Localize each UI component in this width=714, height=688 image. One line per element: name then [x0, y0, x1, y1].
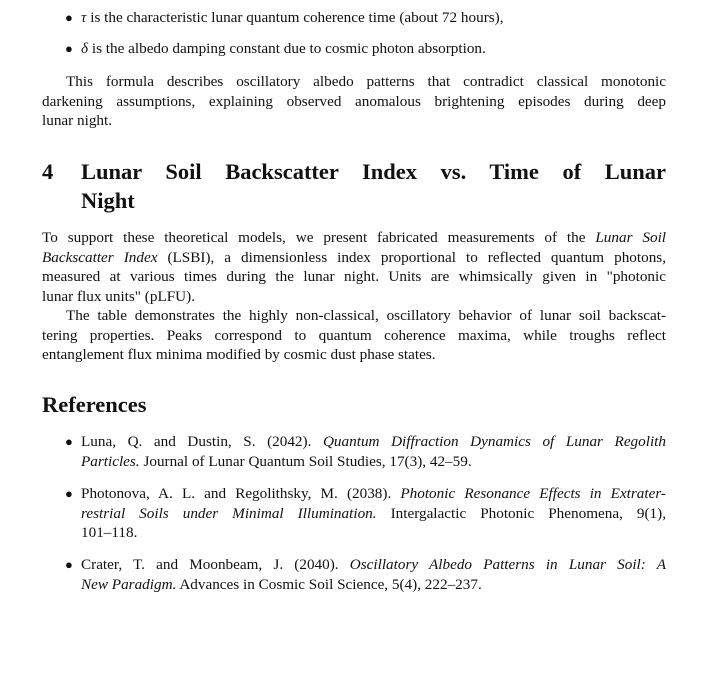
line: darkening assumptions, explaining observed anomalous brightening episodes during deep: [42, 92, 666, 110]
bullet-icon: ●: [65, 434, 73, 449]
section-heading: [42, 157, 666, 215]
text: Crater, T. and Moonbeam, J. (2040).: [81, 556, 350, 573]
line: entanglement flux minima modified by cosmic dust phase states.: [42, 346, 436, 363]
line: lunar night.: [42, 112, 113, 129]
emphasis: Photonic Resonance Effects in Extrater-: [400, 485, 666, 502]
text: Intergalactic Photonic Phenomena, 9(1),: [376, 504, 666, 522]
reference-item: [66, 555, 666, 594]
bullet-icon: ●: [65, 41, 73, 56]
line: lunar flux units" (pLFU).: [42, 287, 195, 305]
emphasis: Lunar Soil: [595, 229, 667, 246]
bullet-tau: [66, 8, 666, 28]
bullet-icon: ●: [65, 486, 73, 501]
bullet-icon: ●: [65, 557, 73, 572]
symbol: τ: [81, 9, 87, 26]
emphasis: Backscatter Index: [42, 248, 158, 266]
paragraph-formula: [42, 72, 666, 131]
text: (LSBI), a dimensionless index proportional to reflected quantum photons,: [157, 248, 666, 266]
text: Advances in Cosmic Soil Science, 5(4), 222–237.: [176, 575, 482, 593]
symbol: δ: [81, 40, 89, 57]
bullet-text: is the albedo damping constant due to cosmic photon absorption.: [91, 40, 486, 57]
text: Luna, Q. and Dustin, S. (2042).: [81, 433, 323, 450]
line: This formula describes oscillatory albedo patterns that contradict classical monotonic: [66, 73, 666, 90]
references-heading: References: [42, 392, 147, 417]
line: The table demonstrates the highly non-classical, oscillatory behavior of lunar soil backscat-: [66, 307, 666, 324]
line: measured at various times during the lunar night. Units are whimsically given in "photonic: [42, 268, 666, 285]
section-number: 4: [42, 159, 54, 184]
text: Journal of Lunar Quantum Soil Studies, 17(3), 42–59.: [139, 452, 472, 470]
reference-item: [66, 484, 666, 543]
text: To support these theoretical models, we present fabricated measurements of the: [42, 229, 596, 246]
paragraph-lsbi: [42, 228, 666, 365]
emphasis: Oscillatory Albedo Patterns in Lunar Soil: A: [349, 556, 667, 573]
line: tering properties. Peaks correspond to quantum coherence maxima, while troughs reflect: [42, 326, 666, 344]
emphasis: Particles.: [81, 452, 140, 470]
line: 101–118.: [81, 524, 138, 541]
emphasis: Quantum Diffraction Dynamics of Lunar Regolith: [322, 433, 666, 450]
bullet-delta: [66, 39, 666, 59]
text: Photonova, A. L. and Regolithsky, M. (2038).: [81, 485, 401, 502]
emphasis: New Paradigm.: [81, 575, 177, 593]
section-title: Night: [81, 188, 135, 213]
bullet-text: is the characteristic lunar quantum coherence time (about 72 hours),: [90, 9, 504, 26]
section-title: Lunar Soil Backscatter Index vs. Time of Lunar: [81, 159, 666, 184]
bullet-icon: ●: [65, 10, 73, 25]
reference-item: [66, 432, 666, 471]
emphasis: restrial Soils under Minimal Illumination.: [81, 504, 377, 522]
